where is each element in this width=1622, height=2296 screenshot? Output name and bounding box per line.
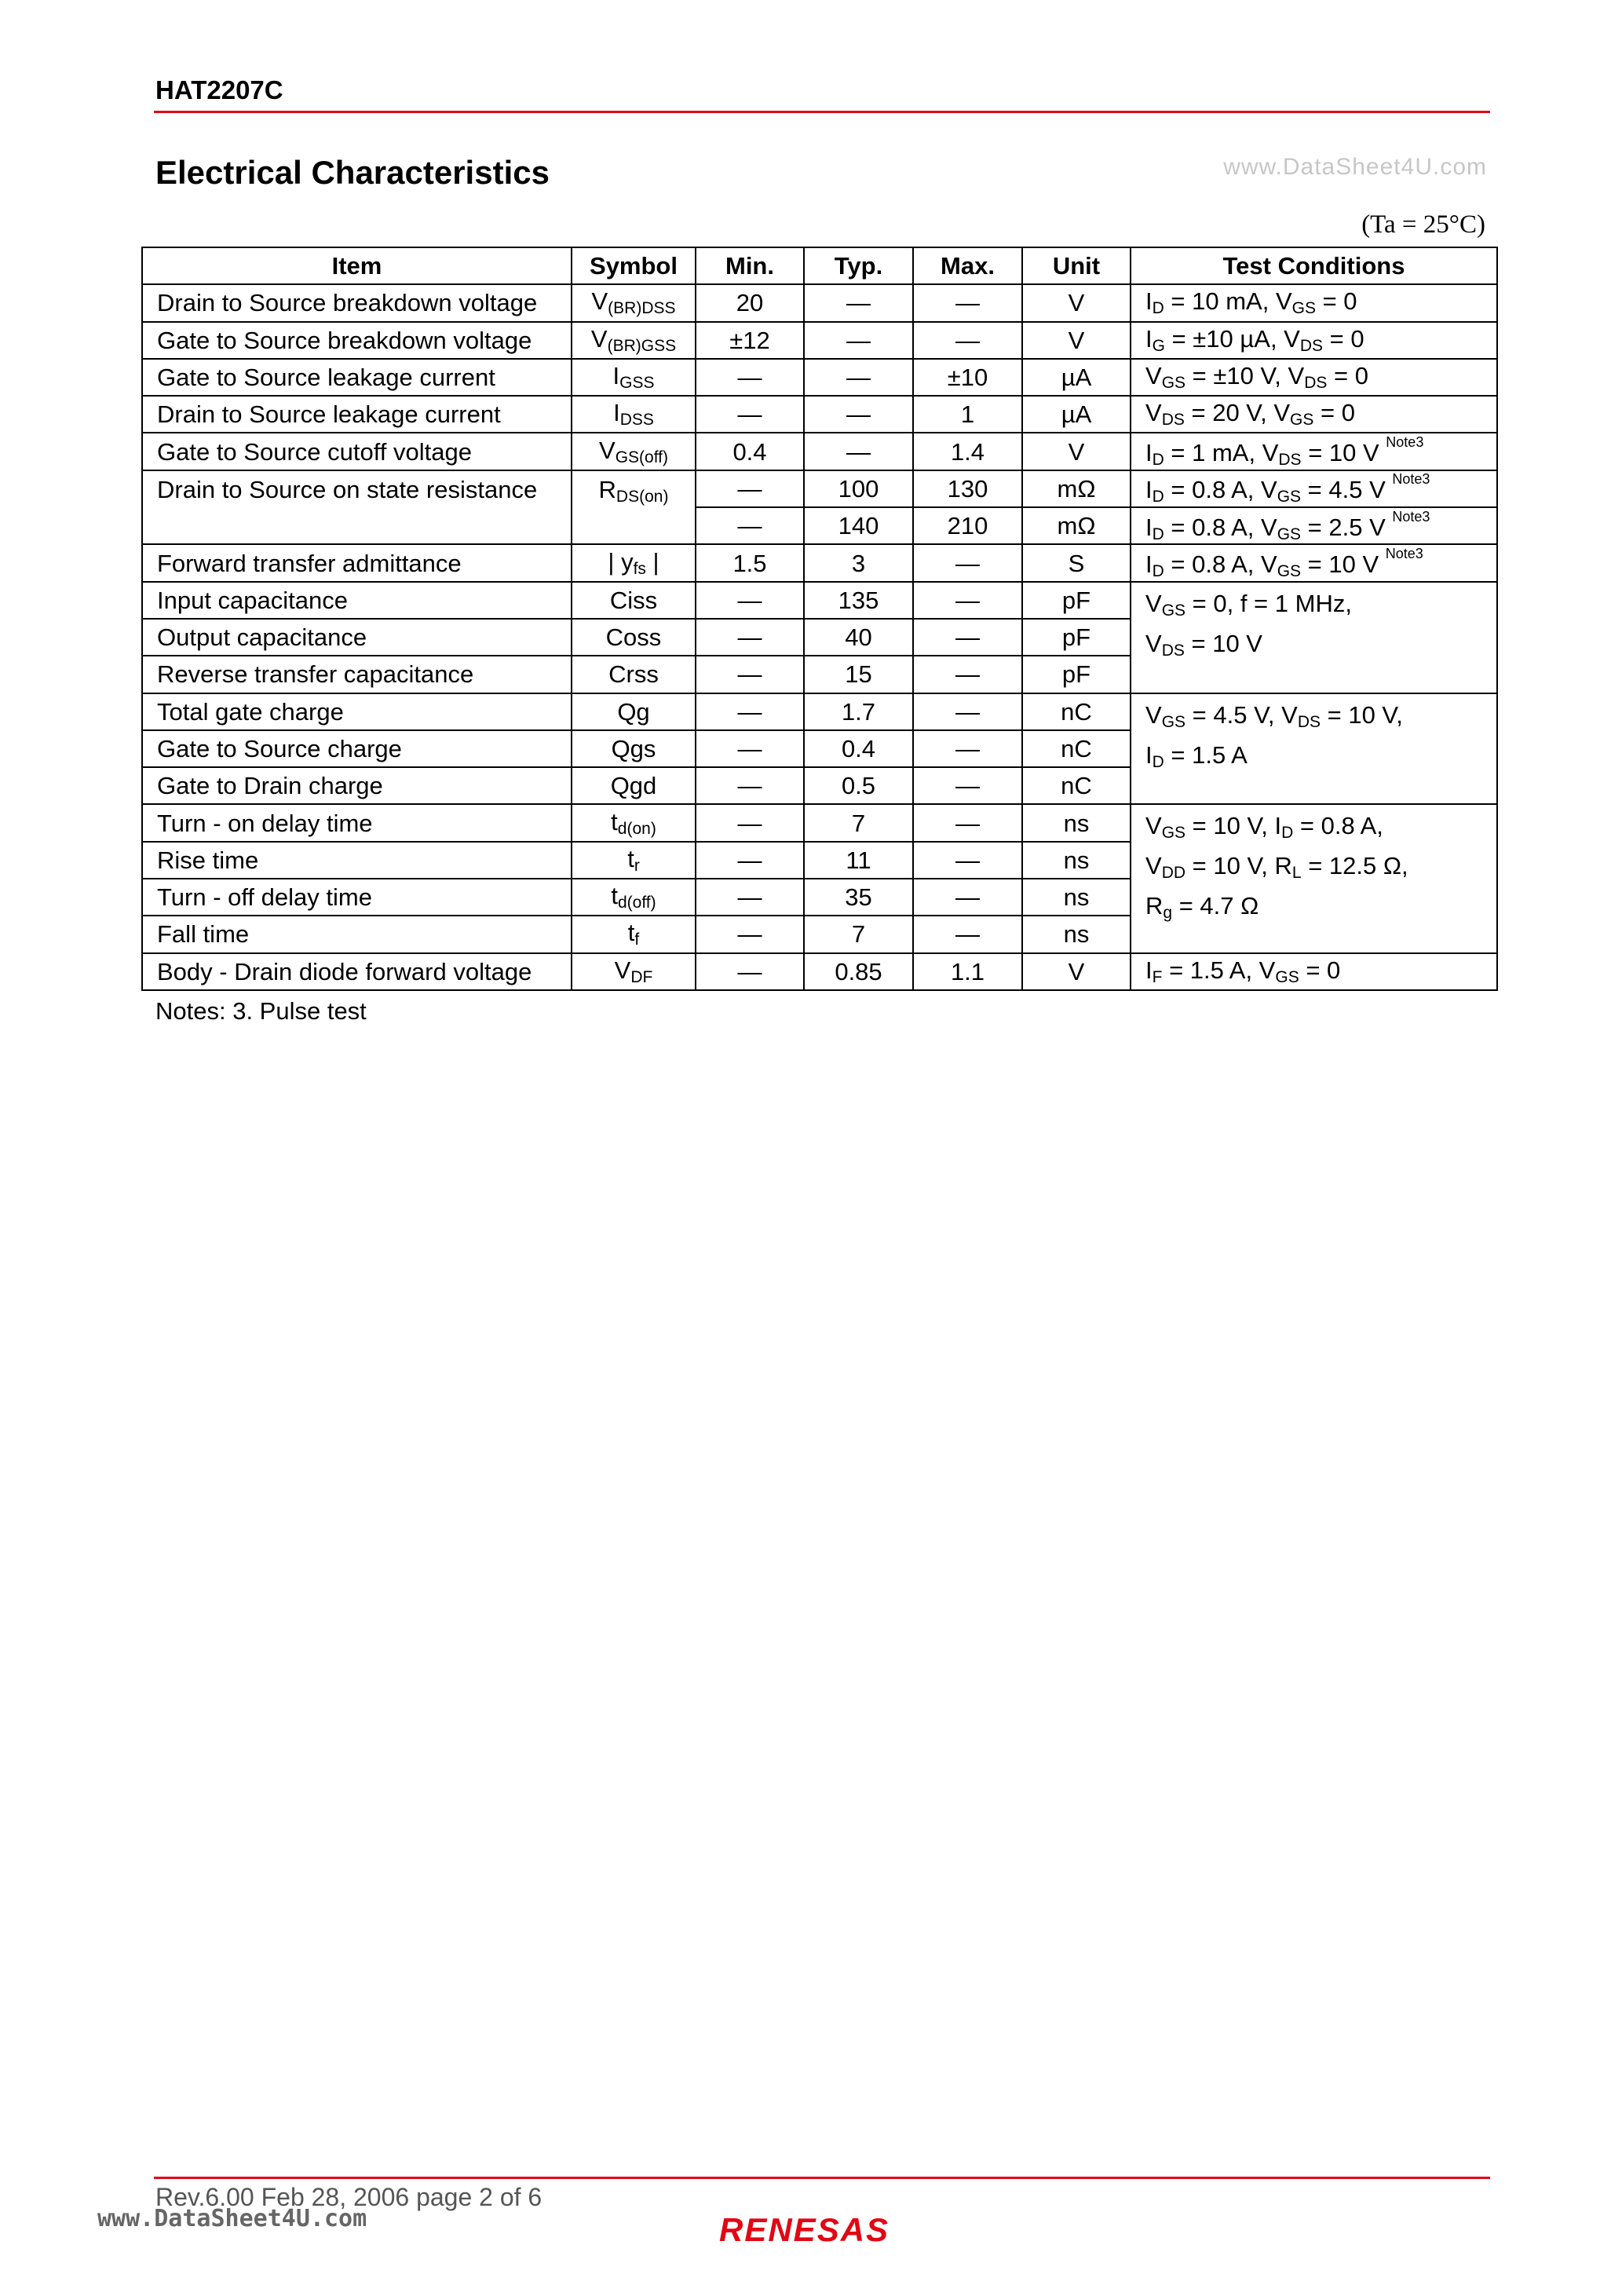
symbol-cell: $V_{GS(off)}$ (572, 433, 696, 470)
header-min: Min. (696, 247, 804, 284)
symbol-cell: Ciss (572, 582, 696, 619)
symbol-cell: $V_{DF}$ (572, 953, 696, 990)
symbol-cell: $t_{d(off)}$ (572, 879, 696, 916)
test-conditions-cell: $V_{GS} = 10$ V, $I_D = 0.8$ A, $V_{DD} = 10$ V, $R_L = 12.5$ Ω, $R_g = 4.7$ Ω (1131, 804, 1497, 952)
unit-cell: S (1022, 544, 1131, 581)
unit-cell: µA (1022, 396, 1131, 433)
max-cell: — (913, 804, 1022, 841)
electrical-characteristics-table (141, 247, 1498, 991)
min-cell: — (696, 582, 804, 619)
min-cell: — (696, 916, 804, 952)
min-cell: — (696, 359, 804, 396)
typ-cell: 40 (804, 619, 913, 656)
max-cell: — (913, 619, 1022, 656)
symbol-cell: Qg (572, 693, 696, 730)
item-cell: Turn - off delay time (142, 879, 572, 916)
table-header-row (142, 247, 1497, 284)
header-typ: Typ. (804, 247, 913, 284)
test-conditions-cell: $I_F = 1.5$ A, $V_{GS} = 0$ (1131, 953, 1497, 990)
unit-cell: V (1022, 953, 1131, 990)
unit-cell: nC (1022, 730, 1131, 767)
typ-cell: — (804, 396, 913, 433)
item-cell: Fall time (142, 916, 572, 952)
max-cell: — (913, 730, 1022, 767)
max-cell: 1.4 (913, 433, 1022, 470)
header-test-conditions: Test Conditions (1131, 247, 1497, 284)
symbol-cell: $V_{(BR)GSS}$ (572, 322, 696, 359)
max-cell: — (913, 284, 1022, 321)
symbol-cell: Coss (572, 619, 696, 656)
unit-cell: nC (1022, 767, 1131, 804)
test-conditions-cell: $I_G = \pm 10$ µA, $V_{DS} = 0$ (1131, 322, 1497, 359)
unit-cell: pF (1022, 582, 1131, 619)
unit-cell: pF (1022, 656, 1131, 693)
typ-cell: 3 (804, 544, 913, 581)
table-row (142, 470, 1497, 507)
unit-cell: V (1022, 284, 1131, 321)
symbol-cell: $t_{d(on)}$ (572, 804, 696, 841)
min-cell: — (696, 879, 804, 916)
item-cell: Total gate charge (142, 693, 572, 730)
item-cell: Drain to Source leakage current (142, 396, 572, 433)
min-cell: — (696, 842, 804, 879)
table-row (142, 693, 1497, 730)
notes: Notes: 3. Pulse test (155, 997, 367, 1025)
max-cell: 1.1 (913, 953, 1022, 990)
typ-cell: 35 (804, 879, 913, 916)
table-row (142, 544, 1497, 581)
table-row (142, 396, 1497, 433)
test-conditions-cell: $V_{DS} = 20$ V, $V_{GS} = 0$ (1131, 396, 1497, 433)
table-row (142, 433, 1497, 470)
unit-cell: V (1022, 322, 1131, 359)
typ-cell: 0.4 (804, 730, 913, 767)
min-cell: — (696, 693, 804, 730)
min-cell: — (696, 507, 804, 544)
item-cell: Gate to Source cutoff voltage (142, 433, 572, 470)
symbol-cell: Qgs (572, 730, 696, 767)
test-conditions-cell: $V_{GS} = \pm 10$ V, $V_{DS} = 0$ (1131, 359, 1497, 396)
ambient-condition: (Ta = 25°C) (1361, 210, 1485, 239)
min-cell: — (696, 656, 804, 693)
item-cell: Body - Drain diode forward voltage (142, 953, 572, 990)
item-cell: Input capacitance (142, 582, 572, 619)
test-conditions-cell: $V_{GS} = 4.5$ V, $V_{DS} = 10$ V, $I_D = 1.5$ A (1131, 693, 1497, 805)
unit-cell: V (1022, 433, 1131, 470)
typ-cell: 15 (804, 656, 913, 693)
watermark-text: www.DataSheet4U.com (1223, 154, 1487, 180)
table-row (142, 582, 1497, 619)
symbol-cell: Qgd (572, 767, 696, 804)
header-symbol: Symbol (572, 247, 696, 284)
symbol-cell: $I_{GSS}$ (572, 359, 696, 396)
typ-cell: 7 (804, 804, 913, 841)
min-cell: 20 (696, 284, 804, 321)
item-cell: Gate to Drain charge (142, 767, 572, 804)
max-cell: — (913, 656, 1022, 693)
item-cell: Drain to Source on state resistance (142, 470, 572, 545)
item-cell: Turn - on delay time (142, 804, 572, 841)
max-cell: — (913, 842, 1022, 879)
symbol-cell: $R_{DS(on)}$ (572, 470, 696, 545)
table-row (142, 804, 1497, 841)
test-conditions-cell: $I_D = 1$ mA, $V_{DS} = 10$ V $^{Note3}$ (1131, 433, 1497, 470)
max-cell: — (913, 544, 1022, 581)
min-cell: 1.5 (696, 544, 804, 581)
unit-cell: µA (1022, 359, 1131, 396)
typ-cell: — (804, 359, 913, 396)
max-cell: 210 (913, 507, 1022, 544)
table-row (142, 359, 1497, 396)
typ-cell: 100 (804, 470, 913, 507)
min-cell: — (696, 804, 804, 841)
test-conditions-cell: $I_D = 0.8$ A, $V_{GS} = 2.5$ V $^{Note3}$ (1131, 507, 1497, 544)
test-conditions-cell: $I_D = 0.8$ A, $V_{GS} = 4.5$ V $^{Note3}$ (1131, 470, 1497, 507)
unit-cell: ns (1022, 916, 1131, 952)
table-row (142, 953, 1497, 990)
table-row (142, 284, 1497, 321)
renesas-logo: RENESAS (719, 2211, 890, 2248)
max-cell: — (913, 767, 1022, 804)
unit-cell: pF (1022, 619, 1131, 656)
min-cell: 0.4 (696, 433, 804, 470)
min-cell: — (696, 470, 804, 507)
item-cell: Gate to Source leakage current (142, 359, 572, 396)
min-cell: — (696, 953, 804, 990)
footer-rule (154, 2177, 1490, 2179)
symbol-cell: Crss (572, 656, 696, 693)
item-cell: Forward transfer admittance (142, 544, 572, 581)
min-cell: ±12 (696, 322, 804, 359)
typ-cell: 0.5 (804, 767, 913, 804)
typ-cell: 7 (804, 916, 913, 952)
typ-cell: — (804, 322, 913, 359)
item-cell: Reverse transfer capacitance (142, 656, 572, 693)
unit-cell: mΩ (1022, 470, 1131, 507)
min-cell: — (696, 767, 804, 804)
max-cell: 130 (913, 470, 1022, 507)
typ-cell: — (804, 433, 913, 470)
min-cell: — (696, 619, 804, 656)
symbol-cell: $t_r$ (572, 842, 696, 879)
typ-cell: 135 (804, 582, 913, 619)
part-number: HAT2207C (155, 75, 283, 104)
typ-cell: 140 (804, 507, 913, 544)
unit-cell: nC (1022, 693, 1131, 730)
item-cell: Gate to Source breakdown voltage (142, 322, 572, 359)
table-row (142, 322, 1497, 359)
test-conditions-cell: $I_D = 0.8$ A, $V_{GS} = 10$ V $^{Note3}$ (1131, 544, 1497, 581)
max-cell: — (913, 582, 1022, 619)
max-cell: ±10 (913, 359, 1022, 396)
item-cell: Output capacitance (142, 619, 572, 656)
footer-watermark: www.DataSheet4U.com (97, 2205, 367, 2232)
symbol-cell: | $y_{fs}$ | (572, 544, 696, 581)
min-cell: — (696, 730, 804, 767)
header-rule (154, 111, 1490, 113)
test-conditions-cell: $I_D = 10$ mA, $V_{GS} = 0$ (1131, 284, 1497, 321)
typ-cell: — (804, 284, 913, 321)
item-cell: Rise time (142, 842, 572, 879)
symbol-cell: $I_{DSS}$ (572, 396, 696, 433)
item-cell: Gate to Source charge (142, 730, 572, 767)
typ-cell: 0.85 (804, 953, 913, 990)
max-cell: — (913, 916, 1022, 952)
unit-cell: ns (1022, 804, 1131, 841)
max-cell: — (913, 693, 1022, 730)
test-conditions-cell: $V_{GS} = 0$, f = 1 MHz, $V_{DS} = 10$ V (1131, 582, 1497, 693)
max-cell: — (913, 879, 1022, 916)
item-cell: Drain to Source breakdown voltage (142, 284, 572, 321)
unit-cell: mΩ (1022, 507, 1131, 544)
section-title: Electrical Characteristics (155, 154, 550, 191)
typ-cell: 11 (804, 842, 913, 879)
typ-cell: 1.7 (804, 693, 913, 730)
max-cell: — (913, 322, 1022, 359)
symbol-cell: $t_f$ (572, 916, 696, 952)
min-cell: — (696, 396, 804, 433)
header-unit: Unit (1022, 247, 1131, 284)
unit-cell: ns (1022, 879, 1131, 916)
unit-cell: ns (1022, 842, 1131, 879)
header-item: Item (142, 247, 572, 284)
max-cell: 1 (913, 396, 1022, 433)
header-max: Max. (913, 247, 1022, 284)
footer-revision: Rev.6.00 Feb 28, 2006 page 2 of 6 (155, 2183, 542, 2211)
symbol-cell: $V_{(BR)DSS}$ (572, 284, 696, 321)
